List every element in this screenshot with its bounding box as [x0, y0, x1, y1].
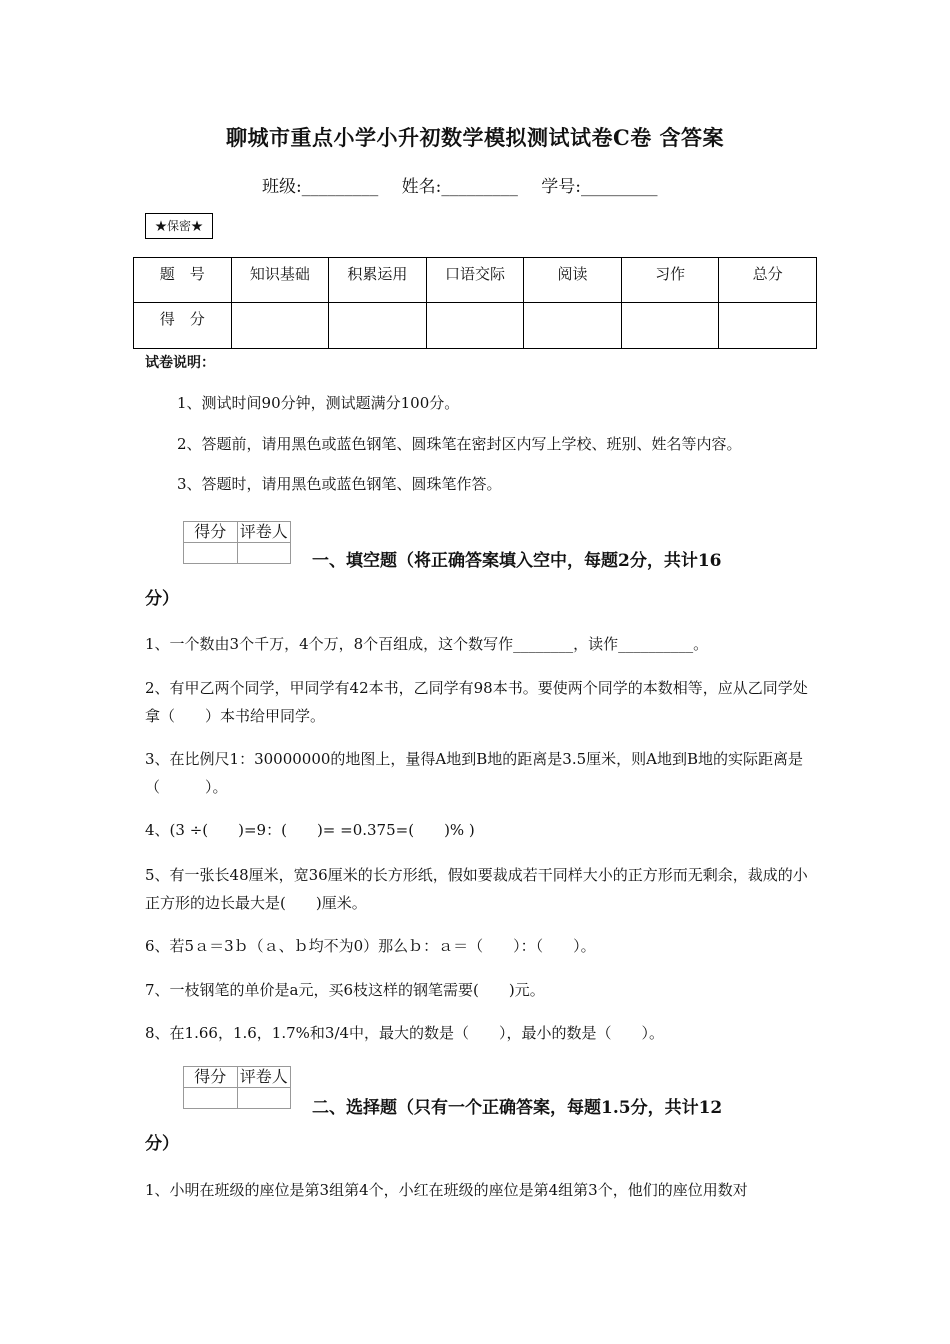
grader-score-cell[interactable]: [184, 1088, 238, 1109]
score-cell[interactable]: [231, 303, 329, 349]
score-header-cell: 总分: [719, 258, 817, 303]
question: 6、若5ａ＝3ｂ（ａ、ｂ均不为0）那么ｂ：ａ＝（ ）：（ ）。: [145, 937, 596, 955]
section-2-title: 二、选择题（只有一个正确答案，每题1.5分，共计12: [312, 1098, 723, 1118]
section-1-title-cont: 分）: [145, 589, 179, 609]
question: 1、小明在班级的座位是第3组第4个，小红在班级的座位是第4组第3个，他们的座位用数对: [145, 1181, 748, 1199]
score-cell[interactable]: [524, 303, 622, 349]
score-row-label: 得 分: [134, 303, 232, 349]
question: 5、有一张长48厘米，宽36厘米的长方形纸，假如要裁成若干同样大小的正方形而无剩余，裁成的小正方形的边长最大是( )厘米。: [145, 866, 808, 912]
question: 8、在1.66，1.6，1.7%和3/4中，最大的数是（ ），最小的数是（ ）。: [145, 1024, 665, 1042]
student-info-line: [262, 172, 658, 197]
grader-reviewer-label: 评卷人: [237, 1067, 291, 1088]
grader-reviewer-label: 评卷人: [237, 522, 291, 543]
secret-badge: ★保密★: [145, 213, 213, 239]
score-cell[interactable]: [426, 303, 524, 349]
note-item: 1、测试时间90分钟，测试题满分100分。: [177, 394, 460, 412]
notes-heading: 试卷说明：: [145, 355, 215, 371]
score-table: [133, 257, 817, 349]
score-header-cell: 阅读: [524, 258, 622, 303]
grader-box: [183, 521, 291, 564]
note-item: 3、答题时，请用黑色或蓝色钢笔、圆珠笔作答。: [177, 475, 502, 493]
score-header-cell: 积累运用: [329, 258, 427, 303]
question: 2、有甲乙两个同学，甲同学有42本书，乙同学有98本书。要使两个同学的本数相等，应从乙同学处拿（ ）本书给甲同学。: [145, 679, 808, 725]
section-1-title: 一、填空题（将正确答案填入空中，每题2分，共计16: [312, 551, 722, 571]
class-field[interactable]: 班级:_________: [262, 177, 379, 197]
question: 7、一枝钢笔的单价是a元，买6枝这样的钢笔需要( )元。: [145, 981, 545, 999]
score-cell[interactable]: [621, 303, 719, 349]
question: 3、在比例尺1：30000000的地图上，量得A地到B地的距离是3.5厘米，则A地到B地的实际距离是（ ）。: [145, 750, 804, 796]
score-header-cell: 题 号: [134, 258, 232, 303]
grader-score-label: 得分: [184, 1067, 238, 1088]
score-header-cell: 知识基础: [231, 258, 329, 303]
grader-box: [183, 1066, 291, 1109]
question: 1、一个数由3个千万，4个万，8个百组成，这个数写作________，读作__________。: [145, 635, 709, 653]
page-title: 聊城市重点小学小升初数学模拟测试试卷C卷 含答案: [225, 125, 725, 150]
grader-reviewer-cell[interactable]: [237, 543, 291, 564]
grader-score-cell[interactable]: [184, 543, 238, 564]
note-item: 2、答题前，请用黑色或蓝色钢笔、圆珠笔在密封区内写上学校、班别、姓名等内容。: [177, 435, 742, 453]
section-2-title-cont: 分）: [145, 1134, 179, 1154]
score-cell[interactable]: [329, 303, 427, 349]
question: 4、(3 ÷( )=9：( )= =0.375=( )% ): [145, 821, 475, 839]
score-header-cell: 习作: [621, 258, 719, 303]
grader-reviewer-cell[interactable]: [237, 1088, 291, 1109]
score-cell[interactable]: [719, 303, 817, 349]
grader-score-label: 得分: [184, 522, 238, 543]
student-id-field[interactable]: 学号:_________: [541, 177, 658, 197]
name-field[interactable]: 姓名:_________: [401, 177, 518, 197]
score-header-cell: 口语交际: [426, 258, 524, 303]
